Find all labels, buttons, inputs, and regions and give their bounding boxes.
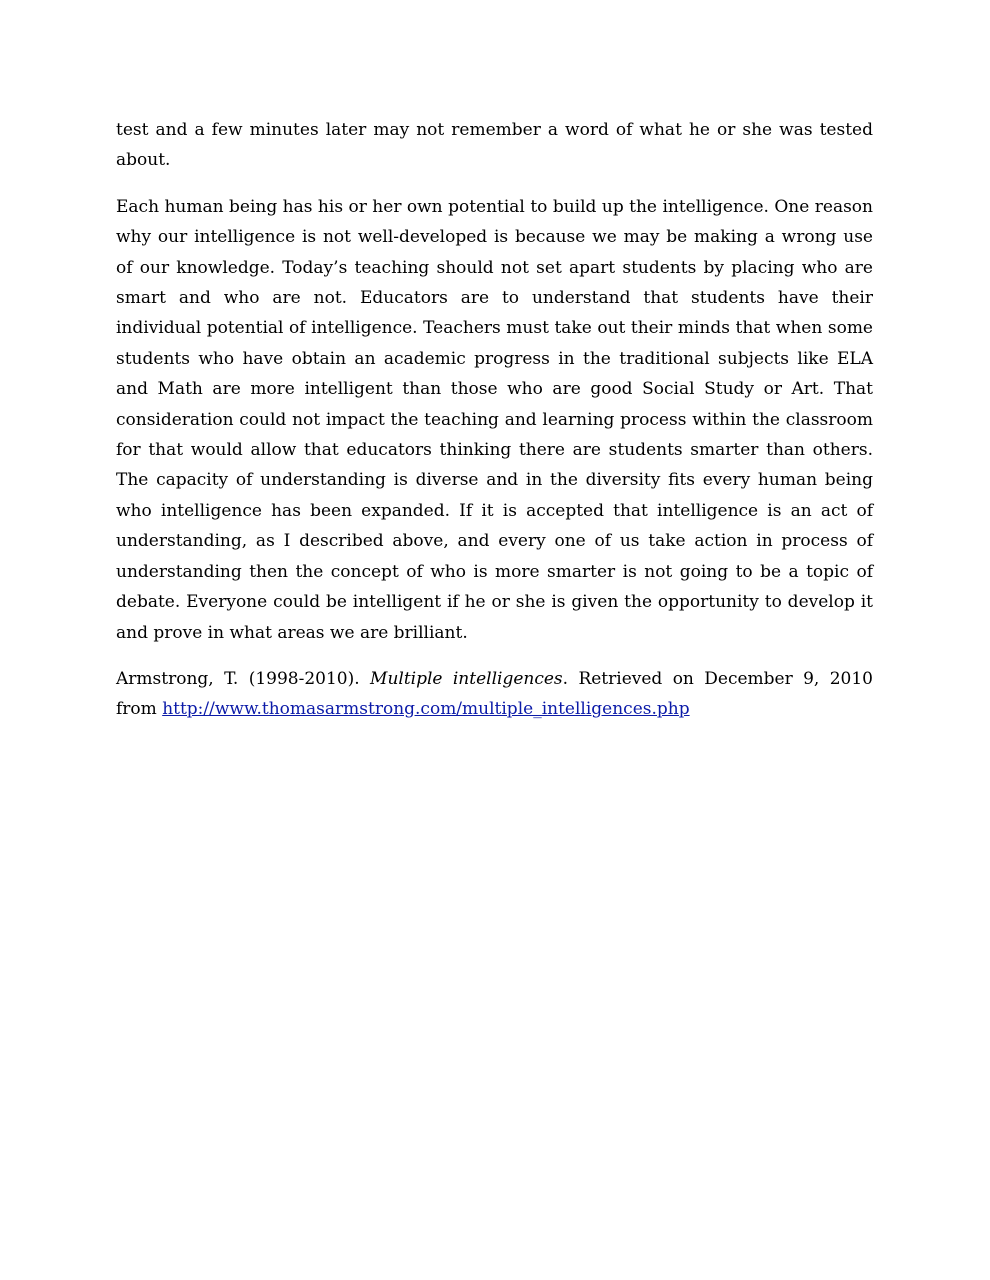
paragraph-continuation: test and a few minutes later may not remember a word of what he or she was tested about. [116, 120, 873, 171]
document-body [116, 115, 873, 741]
citation [116, 664, 873, 725]
citation-title: Multiple intelligences [370, 668, 563, 689]
citation-url-link[interactable]: http://www.thomasarmstrong.com/multiple_intelligences.php [162, 699, 690, 720]
citation-author-date: Armstrong, T. (1998-2010). [116, 668, 371, 689]
citation-retrieved-text: . Retrieved on December 9, 2010 from [116, 668, 873, 720]
paragraph-intelligence-potential: Each human being has his or her own potential to build up the intelligence. One reason why our intelligence is not well-developed is because we may be making a wrong use of our knowledge. Today’s teaching should not set apart students by placing who are smart and who are not. Educators are to understand that students have their individual potential of intelligence. Teachers must take out their minds that when some students who have obtain an academic progress in the traditional subjects like ELA and Math are more intelligent than those who are good Social Study or Art. That consideration could not impact the teaching and learning process within the classroom for that would allow that educators thinking there are students smarter than others. The capacity of understanding is diverse and in the diversity fits every human being who intelligence has been expanded. If it is accepted that intelligence is an act of understanding, as I described above, and every one of us take action in process of understanding then the concept of who is more smarter is not going to be a topic of debate. Everyone could be intelligent if he or she is given the opportunity to develop it and prove in what areas we are brilliant. [116, 196, 873, 643]
